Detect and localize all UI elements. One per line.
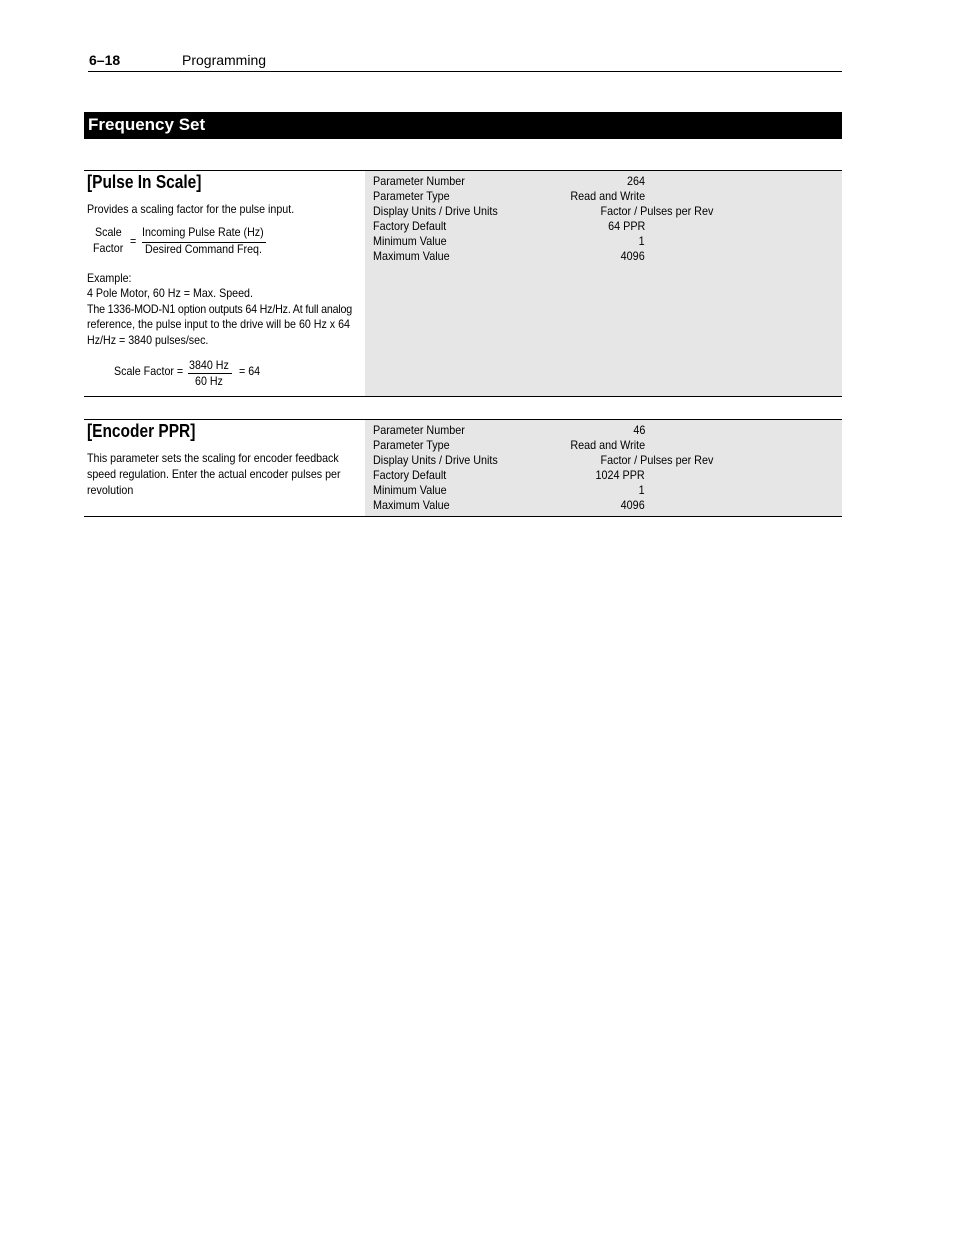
param-description-line: speed regulation. Enter the actual encoder pulses per <box>87 467 341 481</box>
param-name: [Pulse In Scale] <box>87 172 202 192</box>
row-key: Minimum Value <box>373 483 447 497</box>
param-info-panel <box>365 171 842 396</box>
section-title-bar <box>84 112 842 139</box>
table-row <box>373 423 833 438</box>
row-key: Factory Default <box>373 219 447 233</box>
param-description: Provides a scaling factor for the pulse input. <box>87 202 295 216</box>
table-row <box>373 453 833 468</box>
example-formula-numerator: 3840 Hz <box>189 358 229 372</box>
page-header <box>88 52 842 72</box>
table-row <box>373 483 833 498</box>
formula-equals: = <box>130 234 137 248</box>
table-row <box>373 438 833 453</box>
row-value: Factor / Pulses per Rev <box>600 453 713 467</box>
page-number: 6–18 <box>89 52 121 68</box>
table-row <box>373 249 833 264</box>
formula-numerator: Incoming Pulse Rate (Hz) <box>142 225 264 239</box>
param-pulse-in-scale <box>84 170 842 397</box>
row-key: Minimum Value <box>373 234 447 248</box>
param-info-table <box>373 423 833 513</box>
example-line: The 1336-MOD-N1 option outputs 64 Hz/Hz. At full analog <box>87 302 353 316</box>
param-info-panel <box>365 420 842 516</box>
formula-denominator: Desired Command Freq. <box>145 242 262 256</box>
example-formula-denominator: 60 Hz <box>195 374 223 388</box>
param-name: [Encoder PPR] <box>87 421 196 441</box>
row-key: Display Units / Drive Units <box>373 453 498 467</box>
chapter-title: Programming <box>182 52 267 68</box>
example-formula-label: Scale Factor = <box>114 364 184 378</box>
row-value: 4096 <box>620 249 645 263</box>
param-description-panel <box>84 171 365 396</box>
row-value: Read and Write <box>570 189 645 203</box>
formula-lhs-line2: Factor <box>93 241 124 255</box>
param-description-line: revolution <box>87 483 134 497</box>
param-description-panel <box>84 420 365 516</box>
table-row <box>373 498 833 513</box>
row-value: Read and Write <box>570 438 645 452</box>
example-line: Example: <box>87 271 132 285</box>
row-value: 264 <box>626 174 645 188</box>
row-value: 46 <box>632 423 645 437</box>
row-key: Maximum Value <box>373 498 450 512</box>
param-description-line: This parameter sets the scaling for encoder feedback <box>87 451 339 465</box>
row-value: 64 PPR <box>607 219 645 233</box>
table-row <box>373 468 833 483</box>
example-line: reference, the pulse input to the drive will be 60 Hz x 64 <box>87 317 350 331</box>
row-value: 1 <box>638 234 645 248</box>
row-value: 4096 <box>620 498 645 512</box>
table-row <box>373 234 833 249</box>
row-key: Display Units / Drive Units <box>373 204 498 218</box>
table-row <box>373 219 833 234</box>
formula-lhs-line1: Scale <box>95 225 122 239</box>
table-row <box>373 174 833 189</box>
row-key: Maximum Value <box>373 249 450 263</box>
table-row <box>373 189 833 204</box>
section-title: Frequency Set <box>88 115 206 134</box>
param-info-table <box>373 174 833 264</box>
example-formula-result: = 64 <box>239 364 261 378</box>
row-key: Parameter Number <box>373 423 465 437</box>
row-value: 1 <box>638 483 645 497</box>
example-line: 4 Pole Motor, 60 Hz = Max. Speed. <box>87 286 253 300</box>
row-value: 1024 PPR <box>595 468 645 482</box>
row-key: Parameter Type <box>373 189 450 203</box>
param-encoder-ppr <box>84 419 842 517</box>
row-key: Parameter Type <box>373 438 450 452</box>
row-key: Factory Default <box>373 468 447 482</box>
row-key: Parameter Number <box>373 174 465 188</box>
row-value: Factor / Pulses per Rev <box>600 204 713 218</box>
example-line: Hz/Hz = 3840 pulses/sec. <box>87 333 209 347</box>
table-row <box>373 204 833 219</box>
